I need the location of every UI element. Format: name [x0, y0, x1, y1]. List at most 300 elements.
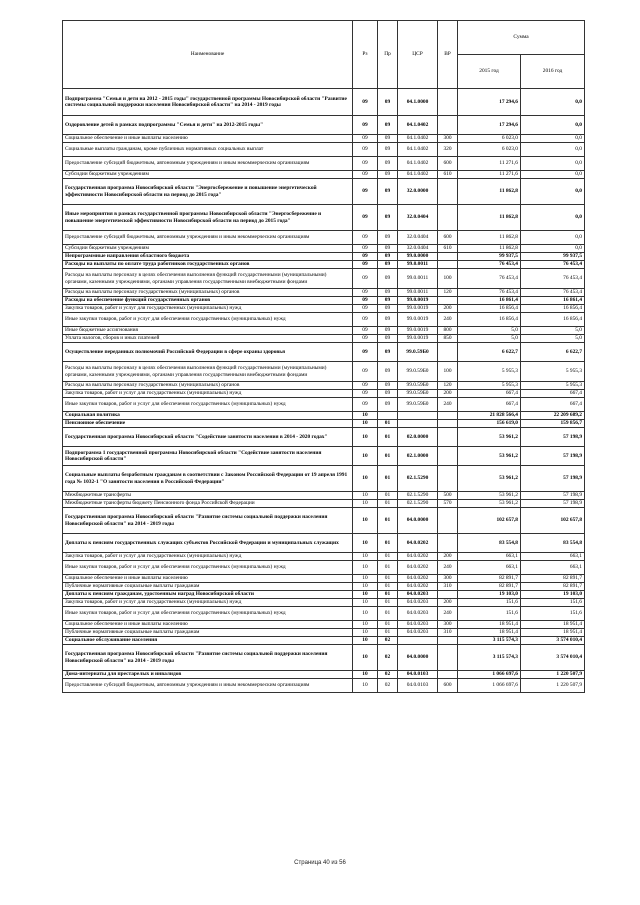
- row-vr: [438, 179, 458, 205]
- row-vr: 300: [438, 575, 458, 583]
- row-vr: 600: [438, 157, 458, 171]
- row-sum-2016: 0,0: [521, 143, 585, 157]
- row-sum-2015: 16 856,4: [458, 305, 521, 313]
- budget-table: [62, 20, 585, 693]
- header-rz: Рз: [353, 21, 378, 89]
- row-sum-2016: 82 891,7: [521, 575, 585, 583]
- row-sum-2016: 5 955,3: [521, 362, 585, 382]
- table-row: [63, 171, 585, 179]
- row-sum-2016: 0,0: [521, 205, 585, 231]
- row-vr: 300: [438, 621, 458, 629]
- row-csr: [398, 637, 438, 645]
- row-vr: [438, 412, 458, 420]
- row-name: Оздоровление детей в рамках подпрограммы "Семья и дети" на 2012-2015 годы": [63, 116, 353, 135]
- row-csr: 04.0.0202: [398, 534, 438, 553]
- row-name: Государственная программа Новосибирской области "Развитие системы социальной поддержки населения Новосибирской области" на 2014 - 2019 годы: [63, 508, 353, 534]
- row-sum-2015: 11 862,8: [458, 205, 521, 231]
- row-pr: 09: [378, 362, 398, 382]
- row-rz: 09: [353, 253, 378, 261]
- row-rz: 09: [353, 390, 378, 398]
- row-name: Закупка товаров, работ и услуг для государственных (муниципальных) нужд: [63, 305, 353, 313]
- row-csr: 99.0.59Б0: [398, 398, 438, 412]
- row-pr: 01: [378, 420, 398, 428]
- row-pr: 09: [378, 157, 398, 171]
- row-pr: 09: [378, 382, 398, 390]
- table-body: [63, 89, 585, 693]
- row-sum-2015: 18 951,4: [458, 621, 521, 629]
- row-rz: 09: [353, 297, 378, 305]
- table-row: [63, 245, 585, 253]
- row-vr: 100: [438, 269, 458, 289]
- row-sum-2015: 11 862,8: [458, 245, 521, 253]
- table-row: [63, 637, 585, 645]
- header-year-2016: 2016 год: [521, 55, 585, 89]
- row-sum-2015: 1 066 697,6: [458, 671, 521, 679]
- row-rz: 09: [353, 335, 378, 343]
- table-row: [63, 362, 585, 382]
- row-sum-2016: 0,0: [521, 116, 585, 135]
- row-pr: 01: [378, 607, 398, 621]
- row-name: Непрограммные направления областного бюджета: [63, 253, 353, 261]
- row-sum-2015: 3 115 574,3: [458, 637, 521, 645]
- row-pr: 09: [378, 313, 398, 327]
- row-pr: 09: [378, 297, 398, 305]
- row-rz: 10: [353, 591, 378, 599]
- table-row: [63, 428, 585, 447]
- row-sum-2016: 16 856,4: [521, 305, 585, 313]
- row-sum-2016: 663,1: [521, 553, 585, 561]
- table-row: [63, 607, 585, 621]
- row-csr: 99.0.59Б0: [398, 390, 438, 398]
- row-csr: 99.0.0011: [398, 289, 438, 297]
- table-row: [63, 231, 585, 245]
- row-csr: 99.0.0000: [398, 253, 438, 261]
- row-rz: 09: [353, 269, 378, 289]
- row-rz: 10: [353, 508, 378, 534]
- row-vr: 200: [438, 599, 458, 607]
- row-sum-2015: 3 115 574,3: [458, 645, 521, 671]
- table-row: [63, 447, 585, 466]
- row-vr: 570: [438, 500, 458, 508]
- row-rz: 10: [353, 599, 378, 607]
- row-vr: 610: [438, 171, 458, 179]
- row-vr: [438, 637, 458, 645]
- row-name: Субсидии бюджетным учреждениям: [63, 171, 353, 179]
- row-sum-2015: 76 453,4: [458, 289, 521, 297]
- row-pr: 01: [378, 428, 398, 447]
- row-name: Социальное обслуживание населения: [63, 637, 353, 645]
- budget-sheet: [62, 20, 584, 693]
- row-sum-2015: 17 294,6: [458, 116, 521, 135]
- table-row: [63, 179, 585, 205]
- row-rz: 09: [353, 157, 378, 171]
- table-row: [63, 621, 585, 629]
- row-vr: [438, 508, 458, 534]
- row-csr: 04.0.0202: [398, 575, 438, 583]
- row-sum-2015: 663,1: [458, 553, 521, 561]
- row-name: Дома-интернаты для престарелых и инвалидов: [63, 671, 353, 679]
- row-vr: 100: [438, 362, 458, 382]
- row-csr: 04.1.0402: [398, 116, 438, 135]
- row-rz: 10: [353, 621, 378, 629]
- row-rz: 10: [353, 629, 378, 637]
- row-csr: 04.0.0203: [398, 591, 438, 599]
- row-rz: 10: [353, 575, 378, 583]
- row-name: Публичные нормативные социальные выплаты гражданам: [63, 583, 353, 591]
- table-row: [63, 679, 585, 693]
- row-csr: 04.1.0402: [398, 157, 438, 171]
- row-rz: 09: [353, 245, 378, 253]
- table-row: [63, 671, 585, 679]
- row-sum-2016: 19 103,0: [521, 591, 585, 599]
- row-sum-2016: 1 220 507,9: [521, 679, 585, 693]
- row-vr: [438, 420, 458, 428]
- row-csr: 99.0.59Б0: [398, 382, 438, 390]
- row-csr: 04.1.0402: [398, 171, 438, 179]
- row-vr: 200: [438, 390, 458, 398]
- row-sum-2016: 5 955,3: [521, 382, 585, 390]
- row-sum-2015: 53 961,2: [458, 447, 521, 466]
- row-sum-2015: 5,0: [458, 327, 521, 335]
- row-pr: 01: [378, 500, 398, 508]
- row-rz: 09: [353, 89, 378, 116]
- row-sum-2016: 151,6: [521, 599, 585, 607]
- table-row: [63, 116, 585, 135]
- row-vr: 850: [438, 335, 458, 343]
- row-sum-2016: 159 856,7: [521, 420, 585, 428]
- row-sum-2015: 151,6: [458, 599, 521, 607]
- row-sum-2015: 83 554,8: [458, 534, 521, 553]
- row-csr: 99.0.0019: [398, 335, 438, 343]
- row-csr: 02.1.5290: [398, 492, 438, 500]
- row-csr: 02.1.5290: [398, 466, 438, 492]
- row-sum-2016: 57 198,9: [521, 500, 585, 508]
- row-csr: 04.1.0402: [398, 135, 438, 143]
- row-csr: 04.0.0203: [398, 621, 438, 629]
- row-vr: [438, 205, 458, 231]
- row-name: Закупка товаров, работ и услуг для государственных (муниципальных) нужд: [63, 599, 353, 607]
- row-pr: 02: [378, 637, 398, 645]
- row-name: Социальная политика: [63, 412, 353, 420]
- row-sum-2016: 18 951,4: [521, 629, 585, 637]
- row-name: Расходы на выплаты персоналу государственных (муниципальных) органов: [63, 382, 353, 390]
- row-sum-2015: 102 657,8: [458, 508, 521, 534]
- header-csr: ЦСР: [398, 21, 438, 89]
- row-rz: 10: [353, 637, 378, 645]
- table-row: [63, 583, 585, 591]
- row-csr: 04.0.0103: [398, 671, 438, 679]
- row-name: Публичные нормативные социальные выплаты гражданам: [63, 629, 353, 637]
- row-vr: [438, 428, 458, 447]
- row-name: Социальное обеспечение и иные выплаты населению: [63, 621, 353, 629]
- row-csr: 04.0.0202: [398, 561, 438, 575]
- row-sum-2016: 18 951,4: [521, 621, 585, 629]
- row-vr: [438, 116, 458, 135]
- row-name: Социальные выплаты гражданам, кроме публичных нормативных социальных выплат: [63, 143, 353, 157]
- row-csr: 32.0.0404: [398, 205, 438, 231]
- table-row: [63, 327, 585, 335]
- row-sum-2016: 16 856,4: [521, 313, 585, 327]
- row-name: Иные мероприятия в рамках государственной программы Новосибирской области "Энергосбережение и повышение энергетической эффективности Новосибирской области на период до 2015 года": [63, 205, 353, 231]
- table-row: [63, 390, 585, 398]
- row-sum-2016: 102 657,8: [521, 508, 585, 534]
- row-name: Расходы на выплаты персоналу государственных (муниципальных) органов: [63, 289, 353, 297]
- row-sum-2015: 53 961,2: [458, 466, 521, 492]
- row-pr: 01: [378, 561, 398, 575]
- row-sum-2016: 0,0: [521, 157, 585, 171]
- row-pr: 09: [378, 171, 398, 179]
- row-name: Предоставление субсидий бюджетным, автономным учреждениям и иным некоммерческим организациям: [63, 679, 353, 693]
- row-vr: [438, 297, 458, 305]
- row-name: Государственная программа Новосибирской области "Содействие занятости населения в 2014 - 2020 годах": [63, 428, 353, 447]
- row-sum-2015: 667,4: [458, 390, 521, 398]
- row-name: Предоставление субсидий бюджетным, автономным учреждениям и иным некоммерческим организациям: [63, 157, 353, 171]
- row-rz: 09: [353, 135, 378, 143]
- row-vr: 320: [438, 143, 458, 157]
- row-vr: 240: [438, 398, 458, 412]
- table-row: [63, 561, 585, 575]
- row-rz: 10: [353, 671, 378, 679]
- table-row: [63, 297, 585, 305]
- row-pr: 09: [378, 135, 398, 143]
- row-vr: [438, 253, 458, 261]
- row-sum-2015: 21 828 566,4: [458, 412, 521, 420]
- row-sum-2015: 663,1: [458, 561, 521, 575]
- row-sum-2015: 53 961,2: [458, 492, 521, 500]
- row-sum-2016: 0,0: [521, 171, 585, 179]
- table-row: [63, 89, 585, 116]
- row-sum-2016: 99 937,5: [521, 253, 585, 261]
- row-name: Уплата налогов, сборов и иных платежей: [63, 335, 353, 343]
- table-row: [63, 269, 585, 289]
- row-sum-2016: 57 198,9: [521, 428, 585, 447]
- row-sum-2016: 22 209 689,2: [521, 412, 585, 420]
- row-csr: 32.0.0404: [398, 231, 438, 245]
- table-row: [63, 335, 585, 343]
- row-vr: [438, 591, 458, 599]
- row-name: Закупка товаров, работ и услуг для государственных (муниципальных) нужд: [63, 553, 353, 561]
- row-pr: 01: [378, 553, 398, 561]
- row-name: Социальное обеспечение и иные выплаты населению: [63, 575, 353, 583]
- row-vr: [438, 89, 458, 116]
- row-rz: 09: [353, 261, 378, 269]
- row-vr: 300: [438, 135, 458, 143]
- row-sum-2016: 76 453,4: [521, 261, 585, 269]
- row-name: Иные закупки товаров, работ и услуг для обеспечения государственных (муниципальных) нужд: [63, 313, 353, 327]
- row-sum-2016: 0,0: [521, 135, 585, 143]
- row-vr: [438, 534, 458, 553]
- row-rz: 10: [353, 534, 378, 553]
- row-pr: 09: [378, 289, 398, 297]
- row-name: Государственная программа Новосибирской области "Энергосбережение и повышение энергетической эффективности Новосибирской области на период до 2015 года": [63, 179, 353, 205]
- row-name: Закупка товаров, работ и услуг для государственных (муниципальных) нужд: [63, 390, 353, 398]
- table-row: [63, 253, 585, 261]
- row-sum-2016: 3 574 010,4: [521, 645, 585, 671]
- row-pr: [378, 412, 398, 420]
- row-pr: 09: [378, 231, 398, 245]
- row-csr: 04.0.0203: [398, 629, 438, 637]
- row-vr: 500: [438, 492, 458, 500]
- row-sum-2015: 11 862,8: [458, 231, 521, 245]
- row-sum-2015: 6 622,7: [458, 343, 521, 362]
- row-vr: [438, 466, 458, 492]
- row-sum-2015: 667,4: [458, 398, 521, 412]
- row-rz: 10: [353, 447, 378, 466]
- row-name: Социальные выплаты безработным гражданам в соответствии с Законом Российской Федерации от 19 апреля 1991 года № 1032-1 "О занятости населения в Российской Федерации": [63, 466, 353, 492]
- row-pr: 01: [378, 466, 398, 492]
- row-sum-2015: 76 453,4: [458, 261, 521, 269]
- row-rz: 09: [353, 382, 378, 390]
- row-pr: 09: [378, 305, 398, 313]
- row-sum-2016: 76 453,4: [521, 289, 585, 297]
- row-sum-2016: 57 198,9: [521, 447, 585, 466]
- row-csr: [398, 412, 438, 420]
- row-name: Расходы на выплаты персоналу в целях обеспечения выполнения функций государственными (муниципальными) органами, казенными учреждениями, органами управления государственными внебюджетными фондами: [63, 269, 353, 289]
- row-pr: 09: [378, 261, 398, 269]
- row-sum-2015: 53 961,2: [458, 500, 521, 508]
- row-sum-2015: 82 891,7: [458, 575, 521, 583]
- row-sum-2016: 16 861,4: [521, 297, 585, 305]
- row-sum-2015: 5 955,3: [458, 362, 521, 382]
- row-name: Социальное обеспечение и иные выплаты населению: [63, 135, 353, 143]
- table-row: [63, 591, 585, 599]
- row-sum-2016: 667,4: [521, 390, 585, 398]
- row-rz: 09: [353, 305, 378, 313]
- row-vr: 120: [438, 382, 458, 390]
- row-rz: 09: [353, 116, 378, 135]
- row-rz: 09: [353, 171, 378, 179]
- row-rz: 10: [353, 553, 378, 561]
- row-sum-2016: 0,0: [521, 179, 585, 205]
- table-row: [63, 500, 585, 508]
- row-csr: 04.0.0203: [398, 599, 438, 607]
- row-pr: 02: [378, 671, 398, 679]
- row-sum-2015: 16 861,4: [458, 297, 521, 305]
- row-vr: 600: [438, 231, 458, 245]
- row-csr: 04.1.0000: [398, 89, 438, 116]
- row-rz: 10: [353, 500, 378, 508]
- row-vr: 240: [438, 607, 458, 621]
- table-row: [63, 420, 585, 428]
- row-sum-2015: 1 066 697,6: [458, 679, 521, 693]
- row-sum-2016: 663,1: [521, 561, 585, 575]
- row-sum-2016: 5,0: [521, 335, 585, 343]
- row-pr: 01: [378, 621, 398, 629]
- table-row: [63, 553, 585, 561]
- table-row: [63, 492, 585, 500]
- header-vr: ВР: [438, 21, 458, 89]
- row-pr: 01: [378, 599, 398, 607]
- row-name: Расходы на выплаты персоналу в целях обеспечения выполнения функций государственными (муниципальными) органами, казенными учреждениями, органами управления государственными внебюджетными фондами: [63, 362, 353, 382]
- row-pr: 09: [378, 179, 398, 205]
- row-sum-2016: 83 554,8: [521, 534, 585, 553]
- row-name: Подпрограмма 1 государственной программы Новосибирской области "Содействие занятости населения Новосибирской области": [63, 447, 353, 466]
- row-pr: 02: [378, 645, 398, 671]
- row-csr: 02.0.0000: [398, 428, 438, 447]
- row-sum-2015: 99 937,5: [458, 253, 521, 261]
- row-pr: 01: [378, 447, 398, 466]
- row-name: Иные закупки товаров, работ и услуг для обеспечения государственных (муниципальных) нужд: [63, 607, 353, 621]
- row-sum-2015: 5 955,3: [458, 382, 521, 390]
- table-row: [63, 289, 585, 297]
- row-sum-2015: 11 271,6: [458, 171, 521, 179]
- table-row: [63, 313, 585, 327]
- row-sum-2016: 1 220 507,9: [521, 671, 585, 679]
- row-vr: [438, 447, 458, 466]
- row-csr: 99.0.0019: [398, 313, 438, 327]
- row-name: Субсидии бюджетным учреждениям: [63, 245, 353, 253]
- row-sum-2015: 17 294,6: [458, 89, 521, 116]
- row-rz: 09: [353, 327, 378, 335]
- row-name: Межбюджетные трансферты: [63, 492, 353, 500]
- row-name: Государственная программа Новосибирской области "Развитие системы социальной поддержки населения Новосибирской области" на 2014 - 2019 годы: [63, 645, 353, 671]
- table-row: [63, 382, 585, 390]
- row-csr: 04.0.0103: [398, 679, 438, 693]
- row-sum-2015: 19 103,0: [458, 591, 521, 599]
- table-row: [63, 629, 585, 637]
- row-rz: 10: [353, 645, 378, 671]
- row-vr: [438, 343, 458, 362]
- table-row: [63, 575, 585, 583]
- row-pr: 09: [378, 143, 398, 157]
- row-sum-2015: 16 856,4: [458, 313, 521, 327]
- row-vr: 610: [438, 245, 458, 253]
- row-rz: 10: [353, 492, 378, 500]
- row-csr: [398, 420, 438, 428]
- row-vr: [438, 645, 458, 671]
- row-csr: 02.1.5290: [398, 500, 438, 508]
- row-rz: 10: [353, 561, 378, 575]
- row-rz: 10: [353, 607, 378, 621]
- row-csr: 04.0.0202: [398, 583, 438, 591]
- row-rz: 09: [353, 179, 378, 205]
- row-sum-2016: 3 574 010,4: [521, 637, 585, 645]
- row-pr: 09: [378, 269, 398, 289]
- row-sum-2015: 76 453,4: [458, 269, 521, 289]
- row-name: Пенсионное обеспечение: [63, 420, 353, 428]
- row-vr: 200: [438, 305, 458, 313]
- row-rz: 09: [353, 362, 378, 382]
- row-sum-2016: 0,0: [521, 231, 585, 245]
- row-rz: 09: [353, 343, 378, 362]
- row-pr: 09: [378, 327, 398, 335]
- row-sum-2016: 76 453,4: [521, 269, 585, 289]
- row-csr: 02.1.0000: [398, 447, 438, 466]
- table-row: [63, 599, 585, 607]
- row-name: Осуществление переданных полномочий Российской Федерации в сфере охраны здоровья: [63, 343, 353, 362]
- row-vr: [438, 671, 458, 679]
- row-pr: 09: [378, 253, 398, 261]
- row-pr: 09: [378, 205, 398, 231]
- row-csr: 32.0.0404: [398, 245, 438, 253]
- row-sum-2016: 57 198,9: [521, 466, 585, 492]
- row-sum-2015: 6 023,0: [458, 135, 521, 143]
- row-csr: 99.0.0011: [398, 261, 438, 269]
- row-sum-2015: 82 891,7: [458, 583, 521, 591]
- row-name: Расходы на обеспечение функций государственных органов: [63, 297, 353, 305]
- row-pr: 09: [378, 245, 398, 253]
- row-pr: 01: [378, 534, 398, 553]
- row-csr: 04.0.0000: [398, 645, 438, 671]
- row-csr: 04.1.0402: [398, 143, 438, 157]
- row-pr: 01: [378, 629, 398, 637]
- table-row: [63, 135, 585, 143]
- row-csr: 32.0.0000: [398, 179, 438, 205]
- row-vr: 240: [438, 561, 458, 575]
- header-sum: Сумма: [458, 21, 585, 55]
- table-row: [63, 412, 585, 420]
- row-sum-2015: 18 951,4: [458, 629, 521, 637]
